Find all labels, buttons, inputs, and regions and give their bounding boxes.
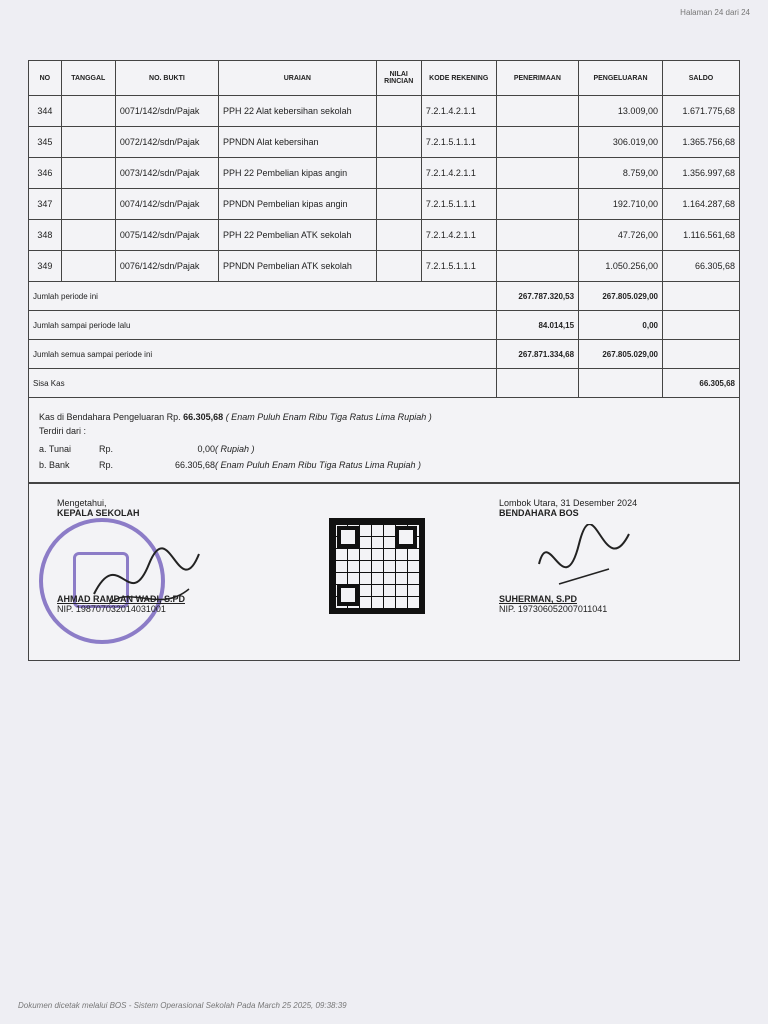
cell-nilai bbox=[376, 127, 421, 158]
cell-penerimaan bbox=[496, 220, 578, 251]
table-header-row bbox=[29, 61, 740, 96]
bku-report-sheet bbox=[28, 60, 740, 661]
cell-kode: 7.2.1.5.1.1.1 bbox=[421, 251, 496, 282]
place-date: Lombok Utara, 31 Desember 2024 bbox=[499, 498, 638, 508]
signer-headmaster bbox=[57, 498, 277, 614]
cash-detail-grid bbox=[39, 444, 729, 470]
headmaster-nip: NIP. 198707032014031001 bbox=[57, 604, 166, 614]
cell-pengeluaran: 47.726,00 bbox=[579, 220, 663, 251]
cell-saldo: 1.164.287,68 bbox=[662, 189, 739, 220]
table-row bbox=[29, 189, 740, 220]
cell-penerimaan bbox=[496, 96, 578, 127]
cell-bukti: 0076/142/sdn/Pajak bbox=[115, 251, 218, 282]
cell-saldo: 1.671.775,68 bbox=[662, 96, 739, 127]
summary-saldo bbox=[662, 340, 739, 369]
cell-uraian: PPH 22 Pembelian kipas angin bbox=[219, 158, 377, 189]
table-row bbox=[29, 251, 740, 282]
cell-bukti: 0072/142/sdn/Pajak bbox=[115, 127, 218, 158]
header-saldo: SALDO bbox=[662, 61, 739, 96]
header-no: NO bbox=[29, 61, 62, 96]
summary-penerimaan: 267.871.334,68 bbox=[496, 340, 578, 369]
bank-words: ( Enam Puluh Enam Ribu Tiga Ratus Lima Rupiah ) bbox=[215, 460, 422, 470]
summary-label: Jumlah periode ini bbox=[29, 282, 497, 311]
header-no-bukti: NO. BUKTI bbox=[115, 61, 218, 96]
qr-code bbox=[329, 518, 425, 614]
cell-kode: 7.2.1.5.1.1.1 bbox=[421, 127, 496, 158]
treasurer-name: SUHERMAN, S.PD bbox=[499, 594, 578, 604]
qr-finder-top-left bbox=[337, 526, 359, 548]
summary-saldo: 66.305,68 bbox=[662, 369, 739, 398]
summary-saldo bbox=[662, 311, 739, 340]
tunai-label: a. Tunai bbox=[39, 444, 72, 454]
summary-row bbox=[29, 369, 740, 398]
qr-finder-bottom-left bbox=[337, 584, 359, 606]
cell-pengeluaran: 13.009,00 bbox=[579, 96, 663, 127]
cell-uraian: PPH 22 Pembelian ATK sekolah bbox=[219, 220, 377, 251]
cell-saldo: 66.305,68 bbox=[662, 251, 739, 282]
tunai-words: ( Rupiah ) bbox=[215, 444, 255, 454]
cell-no: 349 bbox=[29, 251, 62, 282]
headmaster-name: AHMAD RAMDAN WADI, S.PD bbox=[57, 594, 185, 604]
treasurer-title: BENDAHARA BOS bbox=[499, 508, 579, 518]
header-pengeluaran: PENGELUARAN bbox=[579, 61, 663, 96]
header-uraian: URAIAN bbox=[219, 61, 377, 96]
summary-row bbox=[29, 282, 740, 311]
cell-uraian: PPNDN Pembelian kipas angin bbox=[219, 189, 377, 220]
kas-line bbox=[39, 412, 729, 422]
cell-bukti: 0074/142/sdn/Pajak bbox=[115, 189, 218, 220]
cell-saldo: 1.365.756,68 bbox=[662, 127, 739, 158]
approval-caption: Mengetahui, bbox=[57, 498, 107, 508]
cell-no: 346 bbox=[29, 158, 62, 189]
cell-kode: 7.2.1.4.2.1.1 bbox=[421, 220, 496, 251]
bank-rp: Rp. bbox=[99, 460, 114, 470]
cell-nilai bbox=[376, 96, 421, 127]
headmaster-title: KEPALA SEKOLAH bbox=[57, 508, 140, 518]
cell-kode: 7.2.1.4.2.1.1 bbox=[421, 96, 496, 127]
cell-no: 345 bbox=[29, 127, 62, 158]
cell-uraian: PPNDN Pembelian ATK sekolah bbox=[219, 251, 377, 282]
cell-tanggal bbox=[61, 96, 115, 127]
table-row bbox=[29, 220, 740, 251]
cell-no: 347 bbox=[29, 189, 62, 220]
cell-bukti: 0073/142/sdn/Pajak bbox=[115, 158, 218, 189]
cell-tanggal bbox=[61, 220, 115, 251]
cell-saldo: 1.116.561,68 bbox=[662, 220, 739, 251]
cell-pengeluaran: 192.710,00 bbox=[579, 189, 663, 220]
terdiri-label: Terdiri dari : bbox=[39, 426, 87, 436]
summary-saldo bbox=[662, 282, 739, 311]
header-nilai-rincian: NILAI RINCIAN bbox=[376, 61, 421, 96]
cell-pengeluaran: 306.019,00 bbox=[579, 127, 663, 158]
cell-kode: 7.2.1.4.2.1.1 bbox=[421, 158, 496, 189]
table-row bbox=[29, 127, 740, 158]
cell-penerimaan bbox=[496, 251, 578, 282]
signer-treasurer bbox=[499, 498, 719, 614]
cell-nilai bbox=[376, 220, 421, 251]
cash-summary bbox=[28, 398, 740, 483]
kas-amount: 66.305,68 bbox=[183, 412, 224, 422]
summary-penerimaan: 267.787.320,53 bbox=[496, 282, 578, 311]
kas-prefix: Kas di Bendahara Pengeluaran Rp. bbox=[39, 412, 181, 422]
cell-uraian: PPNDN Alat kebersihan bbox=[219, 127, 377, 158]
cell-penerimaan bbox=[496, 189, 578, 220]
cell-tanggal bbox=[61, 158, 115, 189]
cell-tanggal bbox=[61, 251, 115, 282]
table-row bbox=[29, 158, 740, 189]
summary-pengeluaran: 267.805.029,00 bbox=[579, 282, 663, 311]
cell-bukti: 0075/142/sdn/Pajak bbox=[115, 220, 218, 251]
bank-value: 66.305,68 bbox=[174, 460, 215, 470]
cell-kode: 7.2.1.5.1.1.1 bbox=[421, 189, 496, 220]
tunai-rp: Rp. bbox=[99, 444, 114, 454]
ledger-table bbox=[28, 60, 740, 398]
summary-pengeluaran: 0,00 bbox=[579, 311, 663, 340]
page-number: Halaman 24 dari 24 bbox=[680, 8, 750, 17]
tunai-value: 0,00 bbox=[197, 444, 215, 454]
cell-uraian: PPH 22 Alat kebersihan sekolah bbox=[219, 96, 377, 127]
summary-label: Sisa Kas bbox=[29, 369, 497, 398]
cell-penerimaan bbox=[496, 158, 578, 189]
header-kode-rekening: KODE REKENING bbox=[421, 61, 496, 96]
cell-bukti: 0071/142/sdn/Pajak bbox=[115, 96, 218, 127]
summary-row bbox=[29, 311, 740, 340]
bank-label: b. Bank bbox=[39, 460, 70, 470]
kas-words: ( Enam Puluh Enam Ribu Tiga Ratus Lima Rupiah ) bbox=[225, 412, 432, 422]
cell-saldo: 1.356.997,68 bbox=[662, 158, 739, 189]
table-row bbox=[29, 96, 740, 127]
summary-penerimaan bbox=[496, 369, 578, 398]
treasurer-nip: NIP. 197306052007011041 bbox=[499, 604, 608, 614]
cell-pengeluaran: 8.759,00 bbox=[579, 158, 663, 189]
header-tanggal: TANGGAL bbox=[61, 61, 115, 96]
summary-label: Jumlah sampai periode lalu bbox=[29, 311, 497, 340]
print-footer: Dokumen dicetak melalui BOS - Sistem Operasional Sekolah Pada March 25 2025, 09:38:39 bbox=[18, 1001, 347, 1010]
summary-row bbox=[29, 340, 740, 369]
header-penerimaan: PENERIMAAN bbox=[496, 61, 578, 96]
cell-tanggal bbox=[61, 189, 115, 220]
cell-nilai bbox=[376, 251, 421, 282]
cell-tanggal bbox=[61, 127, 115, 158]
cell-nilai bbox=[376, 158, 421, 189]
cell-penerimaan bbox=[496, 127, 578, 158]
cell-nilai bbox=[376, 189, 421, 220]
qr-finder-top-right bbox=[395, 526, 417, 548]
cell-pengeluaran: 1.050.256,00 bbox=[579, 251, 663, 282]
cell-no: 344 bbox=[29, 96, 62, 127]
summary-label: Jumlah semua sampai periode ini bbox=[29, 340, 497, 369]
signature-block bbox=[28, 483, 740, 661]
summary-penerimaan: 84.014,15 bbox=[496, 311, 578, 340]
summary-pengeluaran bbox=[579, 369, 663, 398]
summary-pengeluaran: 267.805.029,00 bbox=[579, 340, 663, 369]
cell-no: 348 bbox=[29, 220, 62, 251]
